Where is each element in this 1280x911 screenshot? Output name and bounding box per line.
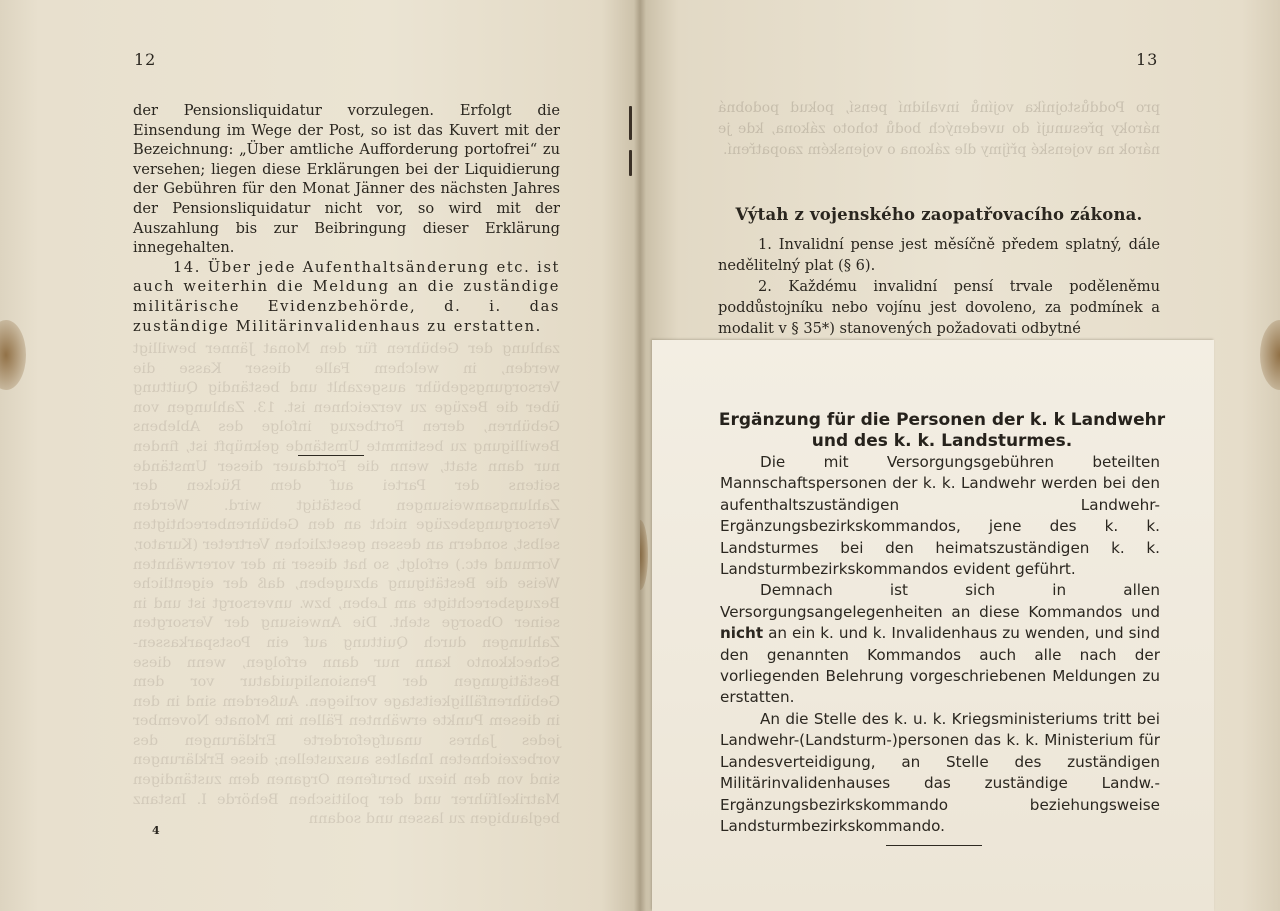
book-gutter bbox=[634, 0, 646, 911]
paragraph-14: 14. Über jede Aufenthaltsänderung etc. ist auch weiterhin die Meldung an die zuständige militärische Evidenzbehörde, d. i. das zuständige Militärinvalidenhaus zu erstatten. bbox=[133, 258, 560, 335]
insert-divider bbox=[886, 845, 982, 846]
left-page-body bbox=[133, 101, 560, 336]
bleed-through-text: zahlung der Gebühren für den Monat Jänner bewilligt werden, in welchem Falle dieser Kasse die Versorgungsgebühr ausgezahlt und beständig Quittung über die Bezüge zu verzeichnen ist. 13. Zahlungen von Gebühren, deren Fortbezug infolge des Ablebens Bewilligung zu bestimmte Umstände geknüpft ist, finden nur dann statt, wenn die Fortdauer dieser Umstände seitens der Partei auf dem Rücken der Zahlungsanweisungen bestätigt wird. Werden Versorgungsbezüge nicht an den Gebührenberechtigten selbst, sondern an dessen gesetzlichen Vertreter (Kurator, Vormund etc.) erfolgt, so hat dieser in der vorerwähnten Weise die Bestätigung abzugeben, daß der eigentliche Bezugsberechtigte am Leben, bzw. unversorgt ist und in seiner Obsorge steht. Die Anweisung der Versorgten Zahlungen durch Quittung auf ein Postsparkassen-Scheckkonto kann nur dann erfolgen, wenn diese Bestätigungen der Pensionsliquidatur vor dem Gebührenfälligkeitstage vorliegen. Außerdem sind in den in diesem Punkte erwähnten Fällen im Monate November jedes Jahres unaufgeforderte Erklärungen des vorbezeichneten Inhaltes auszustellen; diese Erklärungen sind von den hiezu berufenen Organen dem zuständigen Matrikelführer und der politischen Behörde I. Instanz beglaubigen zu lassen und sodann bbox=[133, 341, 560, 828]
insert-paragraph-1: Die mit Versorgungsgebühren beteilten Mannschaftspersonen der k. k. Landwehr werden bei den aufenthaltszuständigen Landwehr-Ergänzungsbezirkskommandos, jene des k. k. Landsturmes bei den heimatszuständigen k. k. Landsturmbezirkskommandos evident geführt. bbox=[720, 453, 1160, 579]
insert-heading-line-1: Ergänzung für die Personen der k. k Landwehr bbox=[718, 410, 1166, 430]
supplement-insert bbox=[652, 340, 1214, 911]
section-divider bbox=[298, 455, 364, 456]
edge-stain bbox=[0, 320, 26, 390]
insert-paragraph-3: An die Stelle des k. u. k. Kriegsministeriums tritt bei Landwehr-(Landsturm-)personen das k. k. Ministerium für Landesverteidigung, an Stelle des zuständigen Militärinvalidenhauses das zuständige Landw.-Ergänzungsbezirkskommando beziehungsweise Landsturmbezirkskommando. bbox=[720, 709, 1160, 835]
paragraph-einsendung: der Pensionsliquidatur vorzulegen. Erfolgt die Einsendung im Wege der Post, so ist das Kuvert mit der Bezeichnung: „Über amtliche Aufforderung portofrei“ zu versehen; liegen diese Erklärungen bei der Liquidierung der Gebühren für den Monat Jänner des nächsten Jahres der Pensionsliquidatur nicht vor, so wird mit der Auszahlung bis zur Beibringung dieser Erklärung innegehalten. bbox=[133, 102, 560, 257]
czech-body bbox=[718, 234, 1160, 339]
czech-paragraph-1: 1. Invalidní pense jest měsíčně předem splatný, dále nedělitelný plat (§ 6). bbox=[718, 236, 1160, 274]
page-number-right: 13 bbox=[1136, 50, 1159, 69]
insert-paragraph-2-start: Demnach ist sich in allen Versorgungsangelegenheiten an diese Kommandos und bbox=[720, 581, 1160, 621]
insert-heading bbox=[712, 410, 1172, 452]
czech-paragraph-2: 2. Každému invalidní pensí trvale poděleněmu poddůstojníku nebo vojínu jest dovoleno, za podmínek a modalit v § 35*) stanovených požadovati odbytné bbox=[718, 278, 1160, 337]
insert-body bbox=[720, 452, 1160, 837]
insert-heading-line-2: und des k. k. Landsturmes. bbox=[811, 431, 1073, 451]
binding-staple bbox=[629, 150, 632, 176]
czech-heading: Výtah z vojenského zaopatřovacího zákona. bbox=[735, 205, 1143, 224]
binding-staple bbox=[629, 106, 632, 140]
bleed-through-text: pro Poddůstojníka vojínů invalidní pensí, pokud podobná nároky přesunují do uvedených bodů tohoto zákona, kde je nárok na vojenské příjmy dle zákona o vojenském zaopatření. bbox=[718, 100, 1160, 158]
insert-paragraph-2 bbox=[720, 580, 1160, 708]
insert-paragraph-2-end: an ein k. und k. Invalidenhaus zu wenden, und sind den genannten Kommandos auch alle nach der vorliegenden Belehrung vorgeschriebenen Meldungen zu erstatten. bbox=[720, 624, 1160, 707]
czech-extract bbox=[718, 205, 1160, 339]
page-number-left: 12 bbox=[134, 50, 157, 69]
edge-stain bbox=[1260, 320, 1280, 390]
emphasis-nicht: nicht bbox=[720, 624, 764, 643]
signature-mark: 4 bbox=[152, 824, 160, 837]
